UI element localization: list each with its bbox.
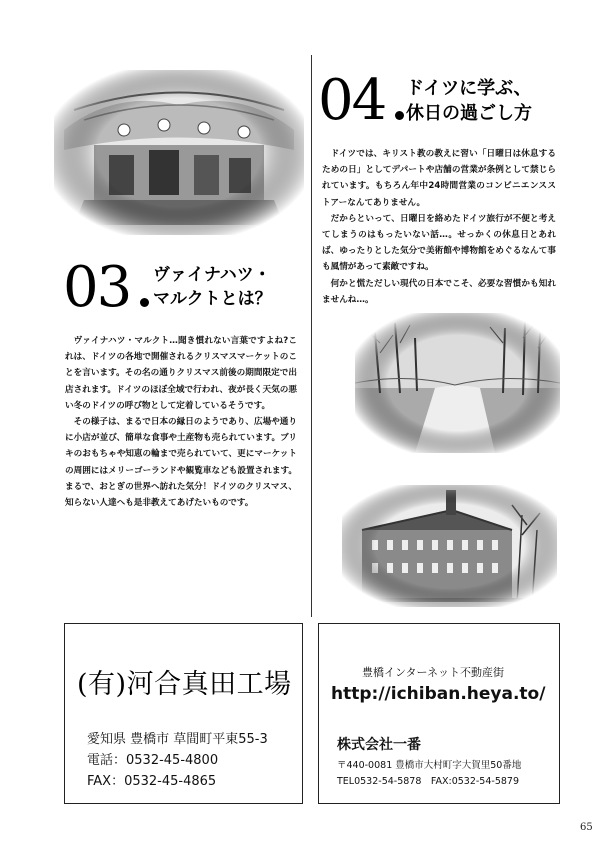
ad-kawai-phone: 電話：0532-45-4800 — [87, 753, 219, 768]
section-03-title-line1: ヴァイナハツ・ — [153, 265, 271, 285]
section-03-dot — [140, 298, 149, 307]
section-04-number: 04 — [318, 68, 386, 133]
ad-kawai-address: 愛知県 豊橋市 草間町平東55-3 — [87, 732, 268, 747]
section-04-paragraph-2: だからといって、日曜日を絡めたドイツ旅行が不便と考えてしまうのはもったいない話…。せっかくの休息日とあれば、ゆったりとした気分で美術館や博物館をめぐるなんて事も風情があって素敵ですね。 — [322, 213, 556, 273]
section-04-paragraph-1: ドイツでは、キリスト教の教えに習い「日曜日は休息するための日」としてデパートや店舗の営業が条例として禁じられています。もちろん年中24時間営業のコンビニエンスストアーなんてありません。 — [322, 149, 556, 208]
section-04-body — [322, 146, 556, 308]
ad-ichiban-tagline: 豊橋インターネット不動産街 — [362, 666, 505, 679]
ad-kawai-fax: FAX：0532-45-4865 — [87, 774, 217, 789]
ad-ichiban — [318, 623, 560, 804]
ad-ichiban-company-name: 株式会社一番 — [337, 737, 421, 753]
ad-kawai-sanada — [64, 623, 303, 804]
section-04-paragraph-3: 何かと慌ただしい現代の日本でこそ、必要な習慣かも知れませんね…。 — [322, 278, 556, 305]
christmas-market-photo — [54, 70, 304, 235]
section-03-body — [65, 333, 297, 511]
section-04-dot — [395, 111, 404, 120]
castle-photo — [342, 485, 557, 607]
section-04-title-line2: 休日の過ごし方 — [406, 103, 532, 124]
section-03-paragraph-1: ヴァイナハツ・マルクト…聞き慣れない言葉ですよね?これは、ドイツの各地で開催されるクリスマスマーケットのことを言います。その名の通りクリスマス前後の期間限定で出店されます。ドイツのほぼ全域で行われ、夜が長く天気の悪い冬のドイツの呼び物として定着しているそうです。 — [65, 336, 297, 411]
ad-ichiban-url[interactable]: http://ichiban.heya.to/ — [331, 684, 546, 704]
section-03-number: 03 — [63, 255, 131, 320]
ad-kawai-company-name: (有)河合真田工場 — [77, 669, 292, 700]
ad-ichiban-contact: TEL0532-54-5878 FAX:0532-54-5879 — [337, 776, 519, 787]
page-number: 65 — [580, 822, 593, 833]
park-river-photo — [355, 313, 560, 453]
ad-ichiban-address: 〒440-0081 豊橋市大村町字大賀里50番地 — [337, 760, 522, 771]
section-04-title-line1: ドイツに学ぶ、 — [406, 78, 532, 99]
section-03-paragraph-2: その様子は、まるで日本の縁日のようであり、広場や通りに小店が並び、簡単な食事や土産物も売られています。ブリキのおもちゃや知恵の輪まで売られていて、更にマーケットの周囲にはメリーゴーランドや観覧車なども設置されます。まるで、おとぎの世界へ訪れた気分！ドイツのクリスマス、知らない人達へも是非教えてあげたいものです。 — [65, 417, 297, 509]
column-divider — [311, 55, 312, 617]
section-03-title-line2: マルクトとは？ — [153, 289, 272, 309]
